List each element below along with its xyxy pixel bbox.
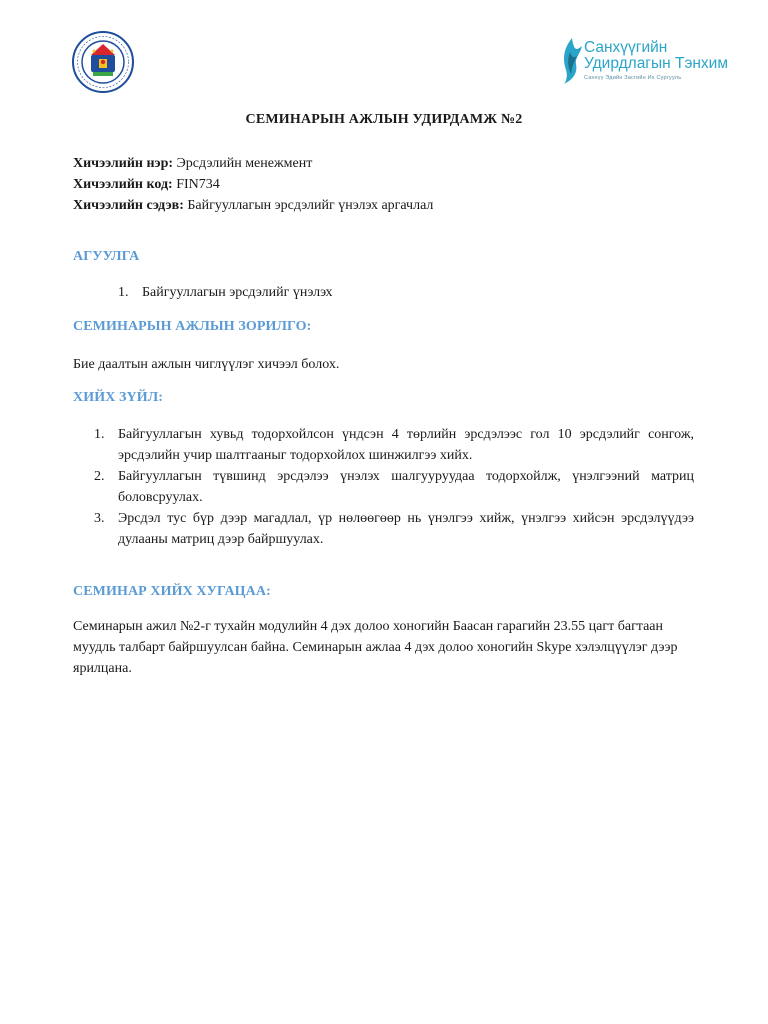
- list-item-text: Байгууллагын түвшинд эрсдэлээ үнэлэх шалгууруудаа тодорхойлж, үнэлгээний матриц боловсруулах.: [118, 469, 694, 505]
- university-seal-icon: [72, 31, 134, 93]
- logo-text-line2: Удирдлагын Тэнхим: [584, 55, 728, 73]
- list-item: [94, 424, 694, 466]
- list-item-number: 1.: [94, 427, 105, 442]
- flame-icon: [560, 36, 584, 86]
- list-item-number: 1.: [118, 285, 129, 300]
- course-topic-value: Байгууллагын эрсдэлийг үнэлэх аргачлал: [183, 198, 434, 213]
- list-item-text: Эрсдэл тус бүр дээр магадлал, үр нөлөөгөөр нь үнэлгээ хийж, үнэлгээ хийсэн эрсдэлүүдээ дулааны матриц дээр байршуулах.: [118, 511, 694, 547]
- course-name-row: [73, 153, 433, 174]
- course-code-label: Хичээлийн код:: [73, 177, 173, 192]
- list-item: [118, 285, 333, 301]
- department-logo: [560, 36, 728, 88]
- goal-text: Бие даалтын ажлын чиглүүлэг хичээл болох.: [73, 357, 340, 372]
- document-title: СЕМИНАРЫН АЖЛЫН УДИРДАМЖ №2: [245, 112, 523, 127]
- list-item-number: 3.: [94, 511, 105, 526]
- list-item: [94, 508, 694, 550]
- list-item-text: Байгууллагын хувьд тодорхойлсон үндсэн 4 төрлийн эрсдэлээс гол 10 эрсдэлийг сонгож, эрсдэлийн учир шалтгааныг тодорхойлох шинжилгээ хийх.: [118, 427, 694, 463]
- content-heading: АГУУЛГА: [73, 249, 140, 264]
- todo-list: [94, 424, 694, 550]
- course-code-value: FIN734: [172, 177, 220, 192]
- list-item: [94, 466, 694, 508]
- list-item-number: 2.: [94, 469, 105, 484]
- logo-text-line1: Санхүүгийн: [584, 39, 668, 56]
- course-topic-label: Хичээлийн сэдэв:: [73, 198, 184, 213]
- list-item-text: Байгууллагын эрсдэлийг үнэлэх: [142, 285, 333, 300]
- goal-heading: СЕМИНАРЫН АЖЛЫН ЗОРИЛГО:: [73, 319, 312, 334]
- course-meta: [73, 153, 433, 216]
- logo-text-line3: Санхүү Эдийн Засгийн Их Сургууль: [584, 74, 682, 81]
- course-topic-row: [73, 195, 433, 216]
- content-list: [118, 285, 333, 301]
- todo-heading: ХИЙХ ЗҮЙЛ:: [73, 390, 163, 405]
- course-name-label: Хичээлийн нэр:: [73, 156, 174, 171]
- deadline-heading: СЕМИНАР ХИЙХ ХУГАЦАА:: [73, 584, 271, 599]
- deadline-text: Семинарын ажил №2-г тухайн модулийн 4 дэх долоо хоногийн Баасан гарагийн 23.55 цагт багтаан муудль талбарт байршуулсан байна. Семинарын ажлаа 4 дэх долоо хоногийн Skype хэлэлцүүлэг дээр ярилцана.: [73, 619, 678, 676]
- course-name-value: Эрсдэлийн менежмент: [173, 156, 313, 171]
- course-code-row: [73, 174, 433, 195]
